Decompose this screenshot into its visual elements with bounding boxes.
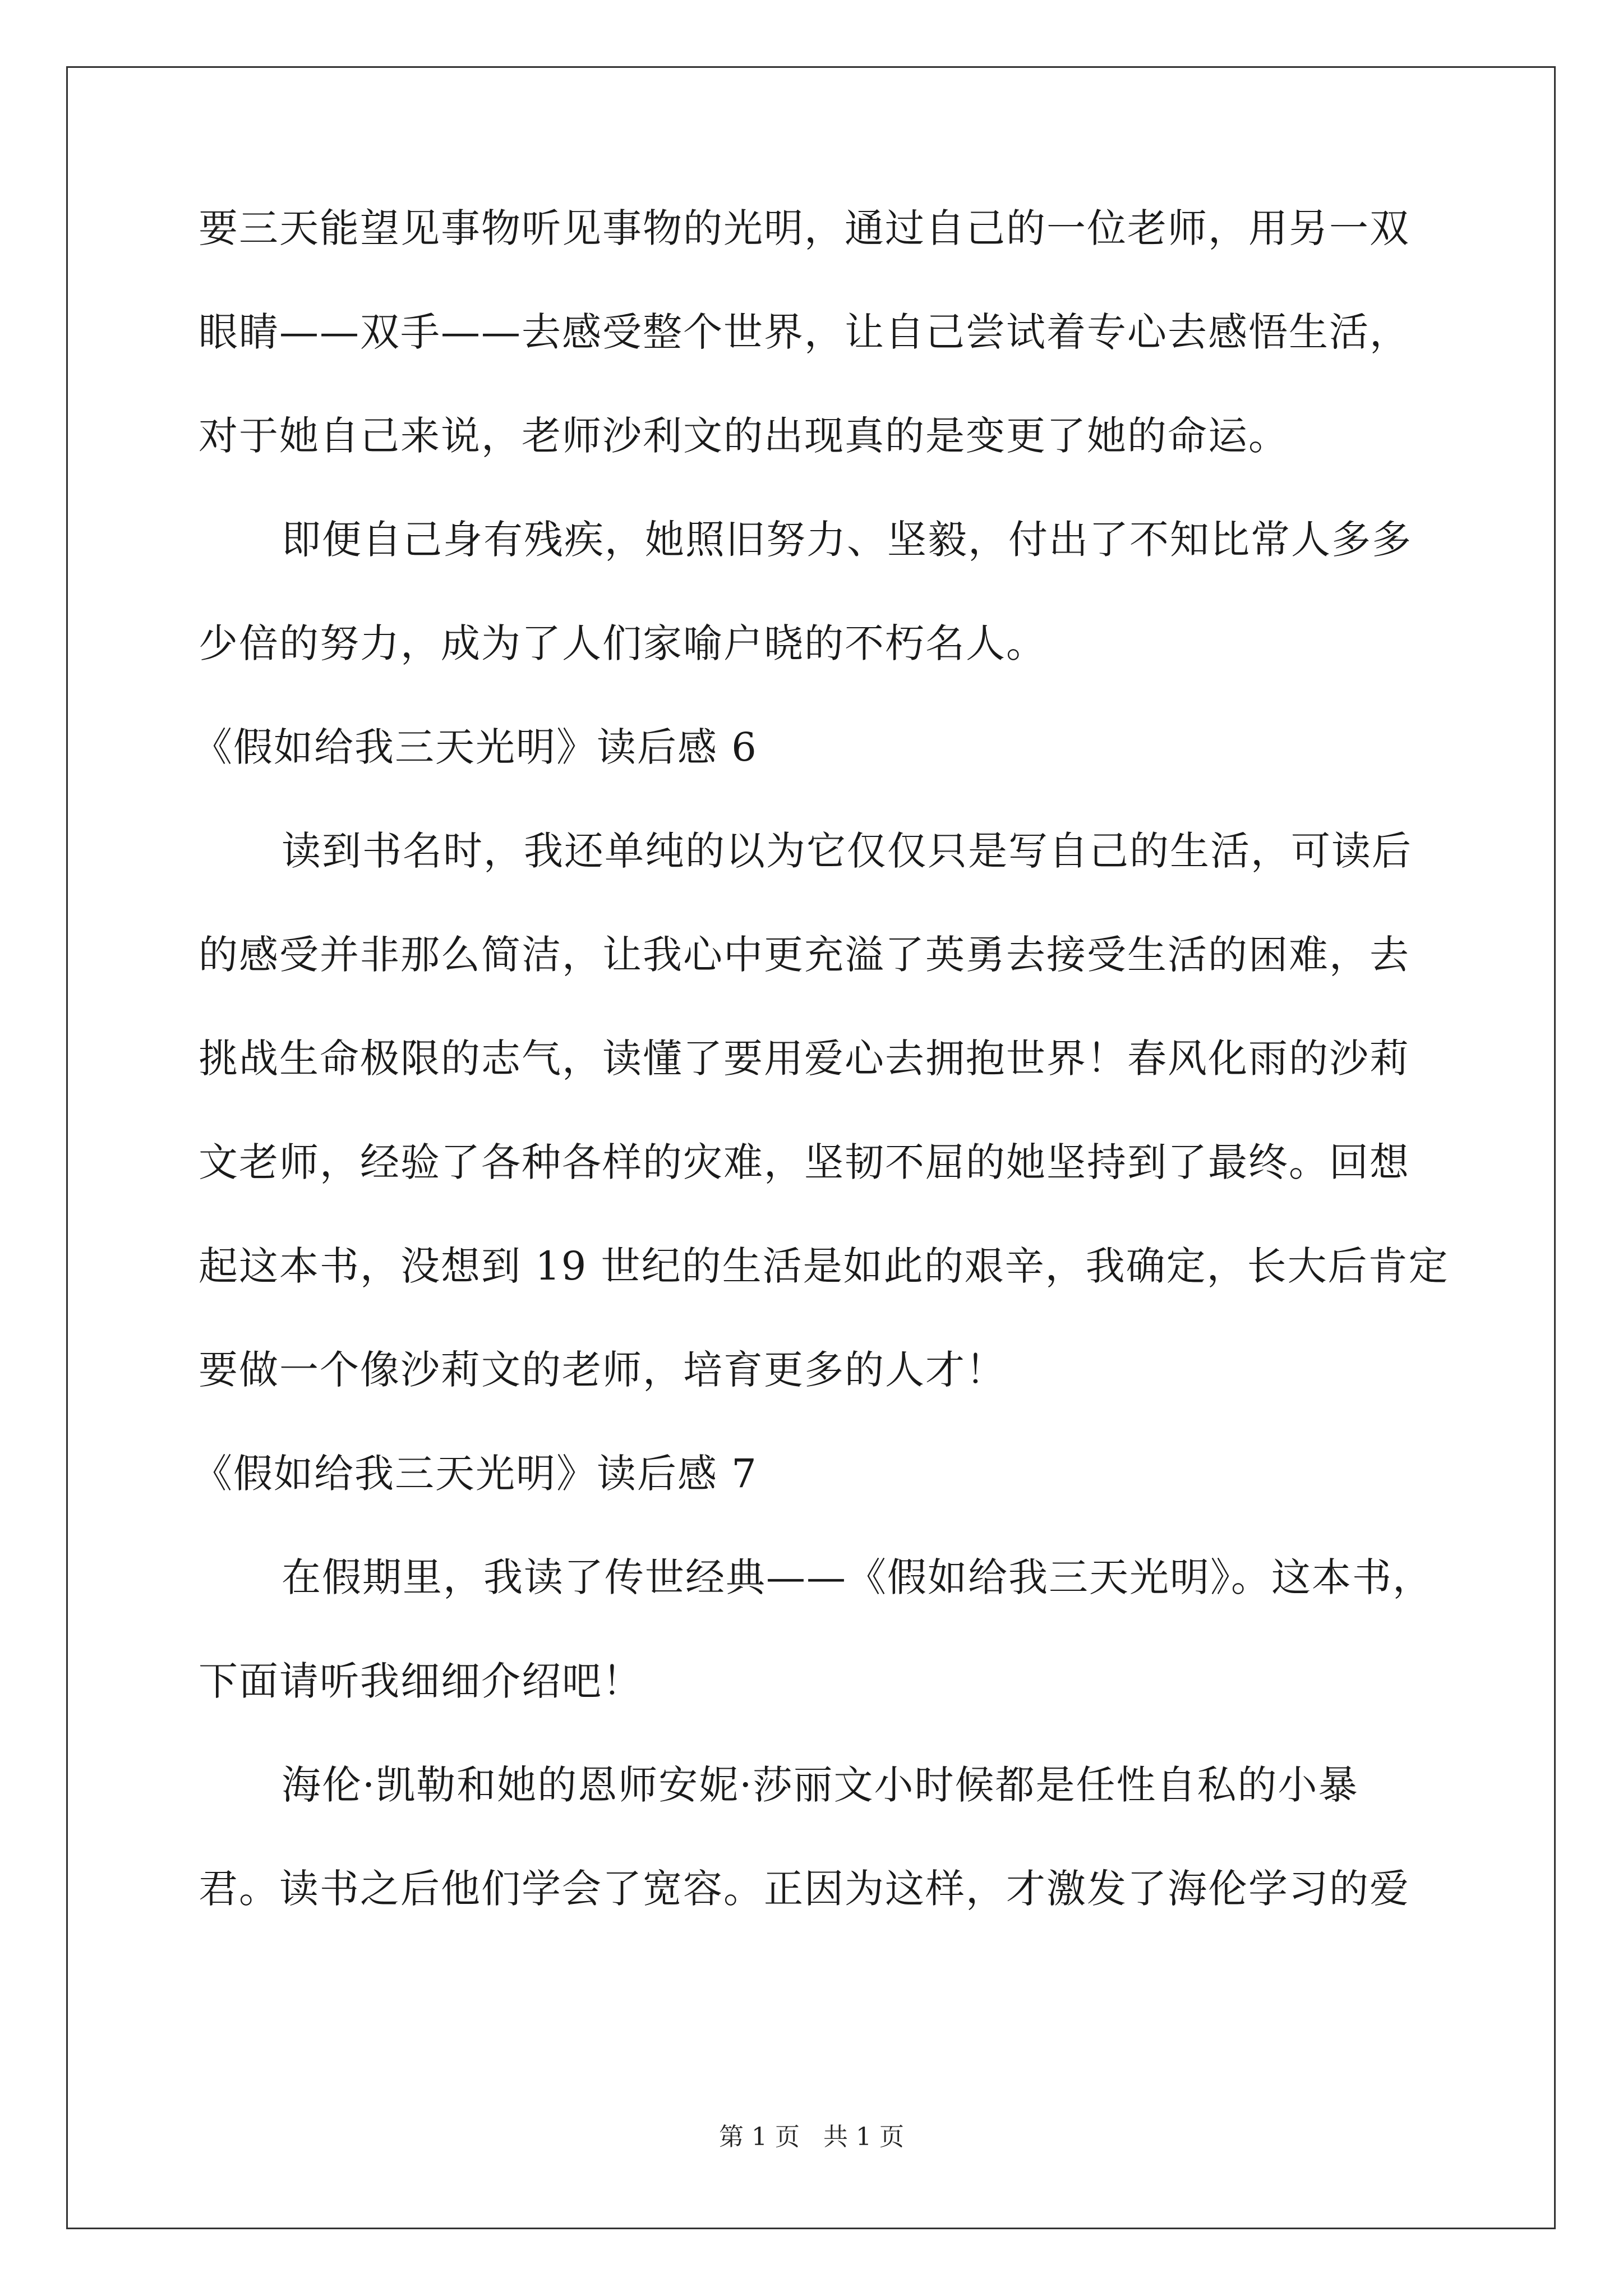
text-line: 要做一个像沙莉文的老师，培育更多的人才！ xyxy=(199,1347,1006,1393)
text-line: 下面请听我细细介绍吧！ xyxy=(199,1658,643,1704)
text-line: 要三天能望见事物听见事物的光明，通过自己的一位老师，用另一双 xyxy=(199,205,1410,251)
paragraph-start: 海伦·凯勒和她的恩师安妮·莎丽文小时候都是任性自私的小暴 xyxy=(282,1762,1359,1808)
text-line: 少倍的努力，成为了人们家喻户晓的不朽名人。 xyxy=(199,620,1046,666)
text-line: 君。读书之后他们学会了宽容。正因为这样，才激发了海伦学习的爱 xyxy=(199,1866,1410,1912)
paragraph-start: 读到书名时，我还单纯的以为它仅仅只是写自己的生活，可读后 xyxy=(282,828,1412,874)
page-number-footer: 第 1 页 共 1 页 xyxy=(719,2123,904,2151)
text-line: 文老师，经验了各种各样的灾难，坚韧不屈的她坚持到了最终。回想 xyxy=(199,1139,1410,1185)
text-line: 挑战生命极限的志气，读懂了要用爱心去拥抱世界！春风化雨的沙莉 xyxy=(199,1036,1410,1082)
text-line: 的感受并非那么简洁，让我心中更充溢了英勇去接受生活的困难，去 xyxy=(199,932,1410,978)
text-line: 起这本书，没想到 19 世纪的生活是如此的艰辛，我确定，长大后肯定 xyxy=(199,1243,1449,1289)
text-line: 眼睛——双手——去感受整个世界，让自己尝试着专心去感悟生活， xyxy=(199,309,1410,355)
paragraph-start: 在假期里，我读了传世经典——《假如给我三天光明》。这本书， xyxy=(282,1554,1433,1600)
document-body xyxy=(193,205,1449,1973)
section-heading: 《假如给我三天光明》读后感 6 xyxy=(193,724,758,770)
text-line: 对于她自己来说，老师沙利文的出现真的是变更了她的命运。 xyxy=(199,413,1289,459)
section-heading: 《假如给我三天光明》读后感 7 xyxy=(193,1451,758,1497)
paragraph-start: 即便自己身有残疾，她照旧努力、坚毅，付出了不知比常人多多 xyxy=(282,517,1412,563)
